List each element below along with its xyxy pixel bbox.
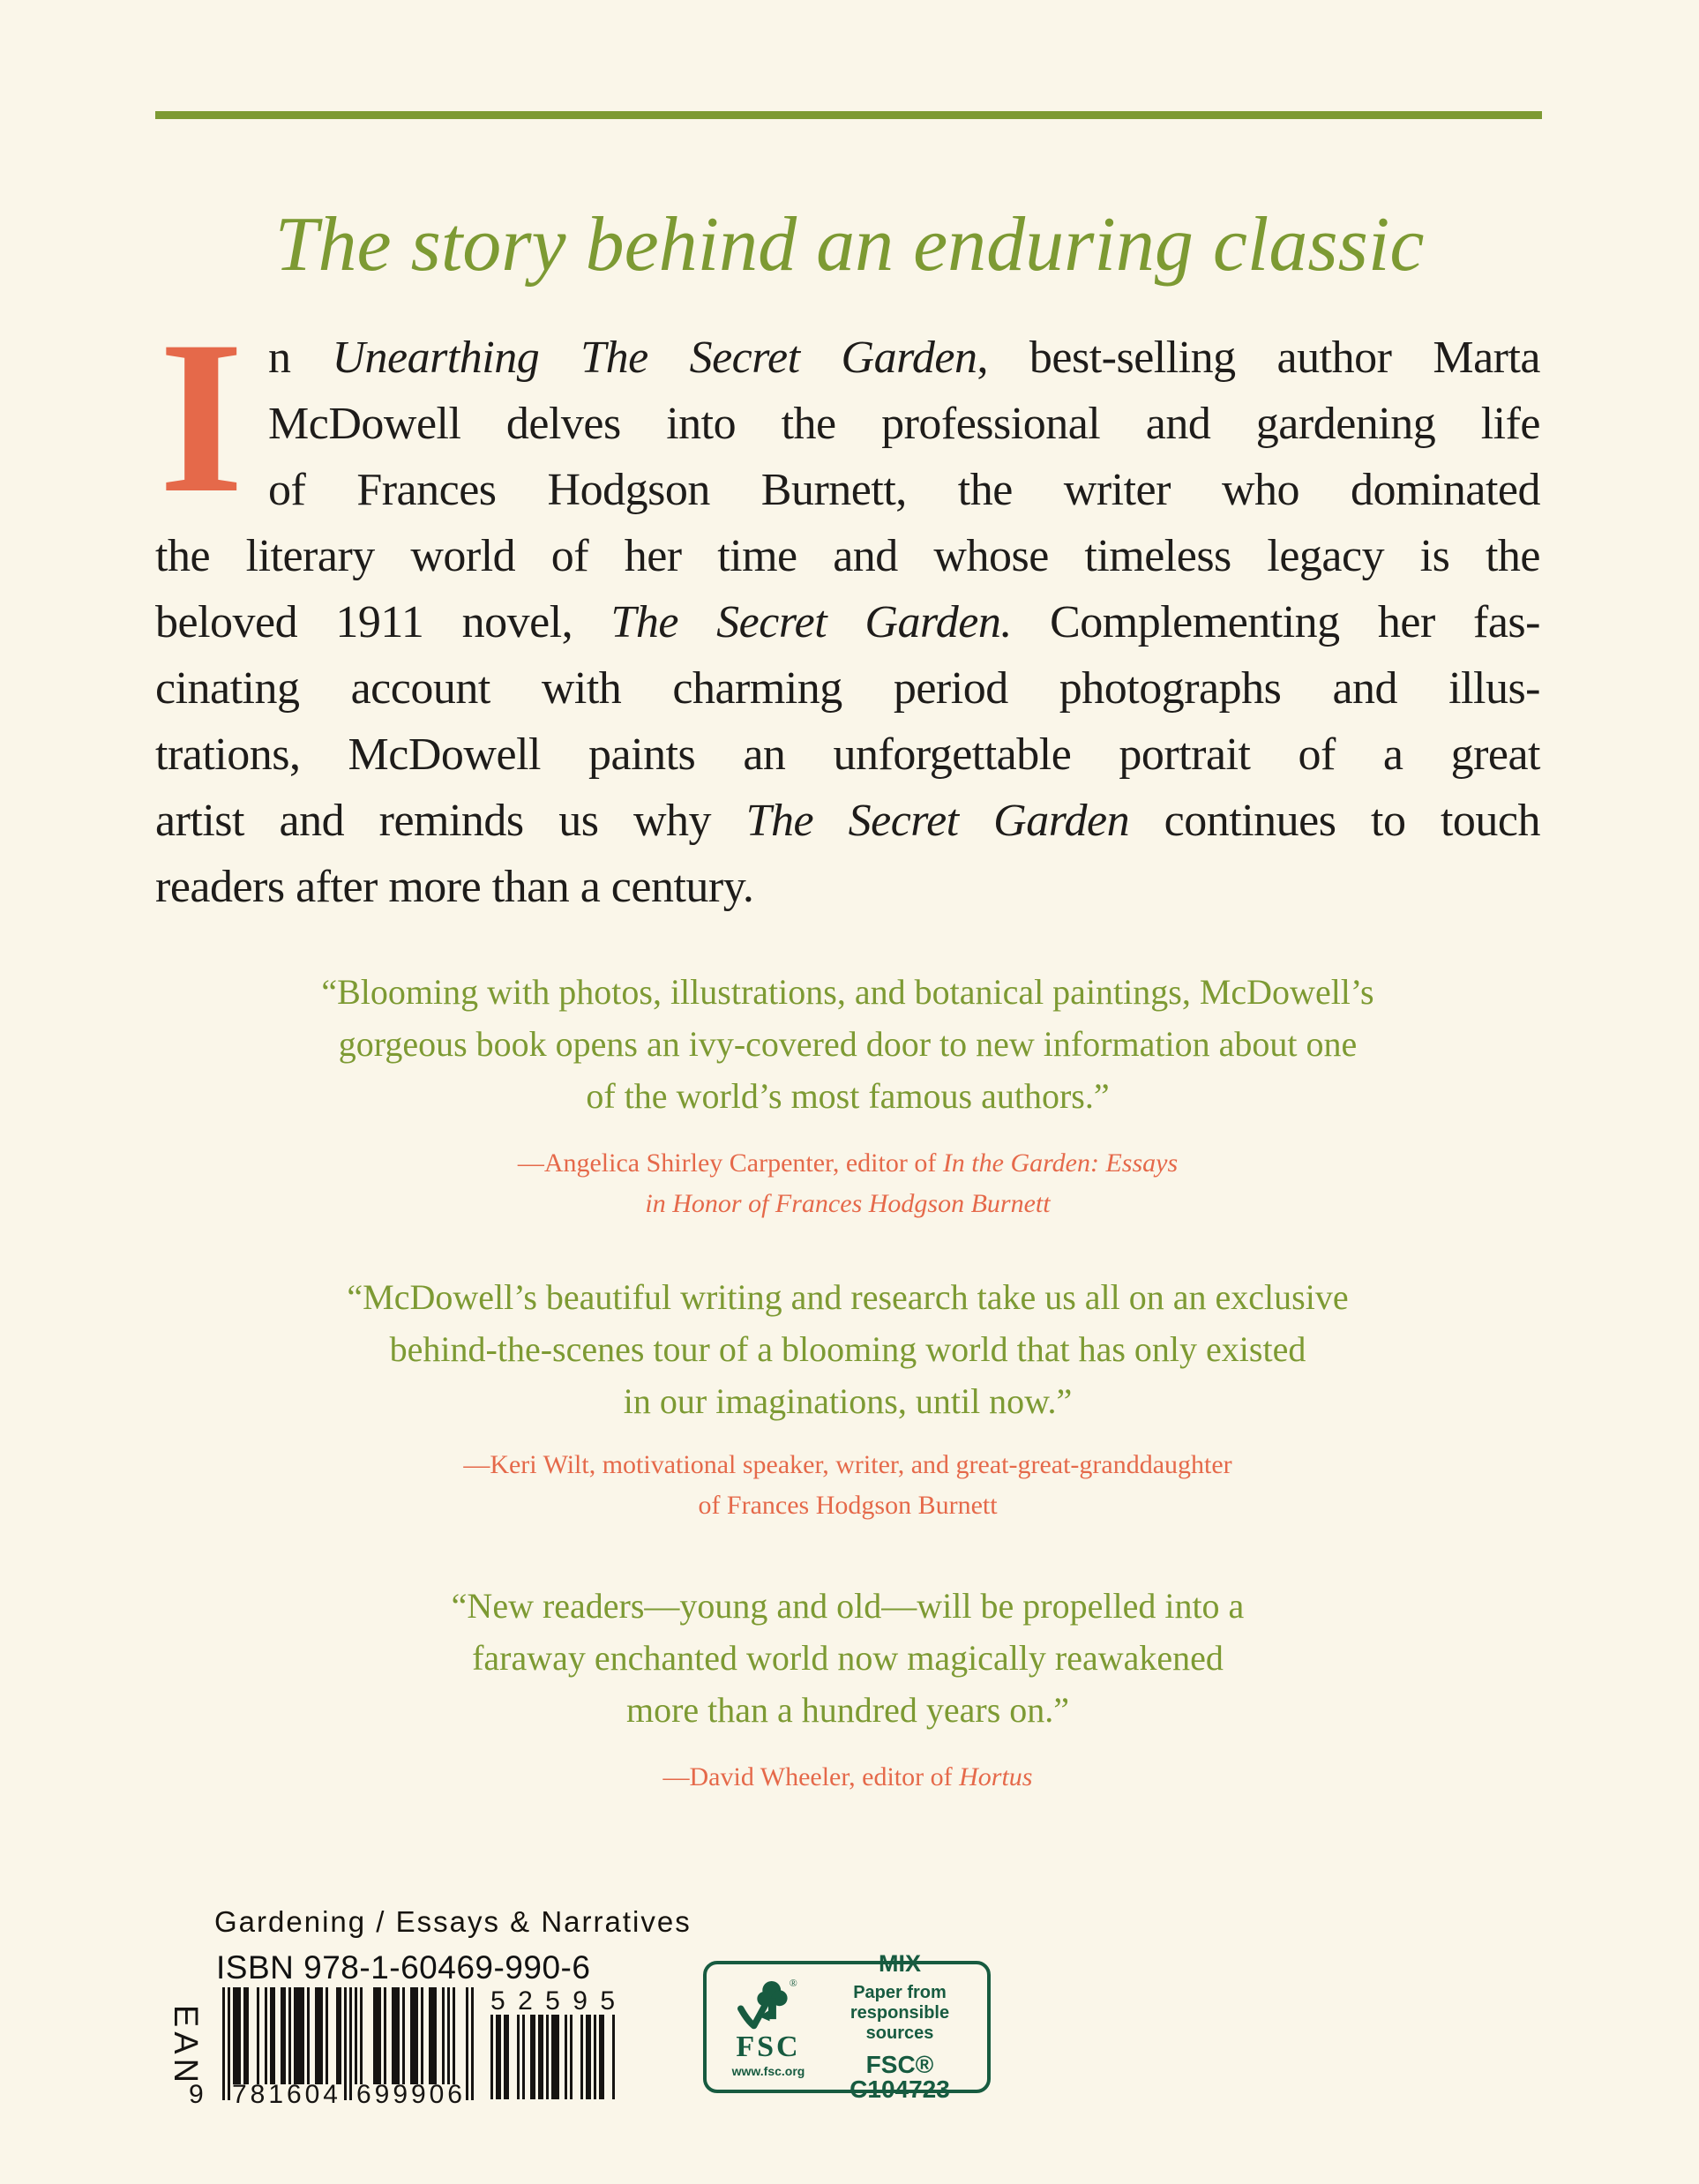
fsc-grade: MIX (878, 1950, 921, 1977)
barcode-supplement-digits: 5 2 5 9 5 (490, 1986, 615, 2016)
fsc-tree-check-icon (728, 1976, 809, 2032)
review-attribution-2: —Keri Wilt, motivational speaker, writer, and great-great-granddaughter of Frances Hodgson Burnett (463, 1450, 1232, 1520)
drop-cap: I (159, 295, 244, 538)
supplement-barcode (490, 2015, 615, 2104)
review-quote-1 (155, 966, 1540, 1122)
barcode-lead-digit: 9 (189, 2080, 204, 2109)
fsc-license-code: FSC® C104723 (850, 2051, 950, 2103)
barcode-digits-right: 6 9 9 9 0 6 (356, 2080, 462, 2109)
quote-line: of the world’s most famous authors.” (586, 1076, 1110, 1116)
body-paragraph (155, 295, 1541, 920)
fsc-brand: FSC (736, 2031, 801, 2063)
review-quote-3 (155, 1580, 1540, 1736)
quote-line: more than a hundred years on.” (625, 1690, 1070, 1730)
quote-line: in our imaginations, until now.” (623, 1381, 1073, 1421)
body-paragraph-lines: n Unearthing The Secret Garden, best-selling author Marta McDowell delves into the professional and gardening life of Frances Hodgson Burnett, the writer who dominated the literary world of her time and whose timeless legacy is the beloved 1911 novel, The Secret Garden. Complementing her fas- cinating account with charming period photographs and illus- trations, McDowell paints an unforgettable portrait of a great artist and reminds us why The Secret Garden continues to touch readers after more than a century. (155, 333, 1541, 912)
review-quote-2 (155, 1271, 1540, 1427)
fsc-certification-label (703, 1950, 991, 2103)
page-title: The story behind an enduring classic (274, 202, 1425, 288)
quote-line: “New readers—young and old—will be propelled into a (451, 1586, 1245, 1626)
category-label: Gardening / Essays & Narratives (214, 1905, 692, 1938)
quote-line: faraway enchanted world now magically reawakened (472, 1638, 1224, 1678)
review-attribution-3: —David Wheeler, editor of Hortus (662, 1762, 1033, 1791)
quote-line: “Blooming with photos, illustrations, and botanical paintings, McDowell’s (321, 972, 1374, 1012)
svg-text:®: ® (789, 1976, 797, 1989)
quote-line: “McDowell’s beautiful writing and research take us all on an exclusive (347, 1277, 1349, 1317)
isbn-label: ISBN 978-1-60469-990-6 (216, 1949, 591, 1986)
top-rule (155, 111, 1542, 119)
review-attribution-1: —Angelica Shirley Carpenter, editor of In the Garden: Essays in Honor of Frances Hodgson Burnett (517, 1148, 1179, 1218)
quote-line: gorgeous book opens an ivy-covered door to new information about one (338, 1024, 1358, 1064)
barcode-digits-left: 7 8 1 6 0 4 (232, 2080, 338, 2109)
fsc-url: www.fsc.org (731, 2064, 805, 2078)
ean-label: EAN (167, 2004, 205, 2087)
quote-line: behind-the-scenes tour of a blooming world that has only existed (389, 1329, 1306, 1369)
fsc-description: Paper from responsible sources (850, 1983, 950, 2043)
